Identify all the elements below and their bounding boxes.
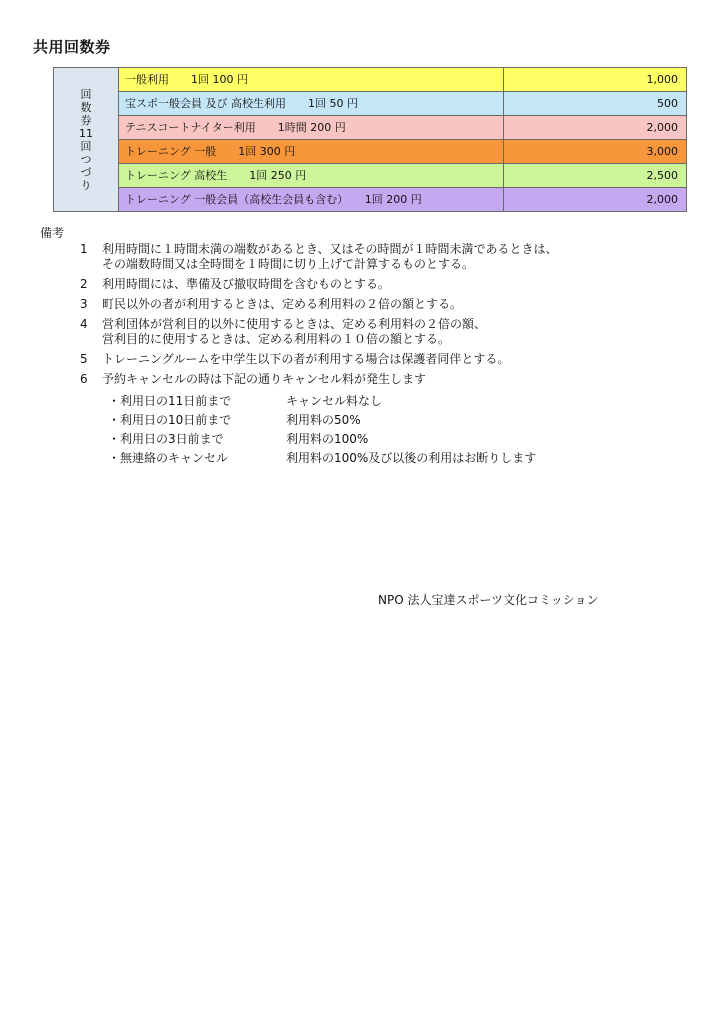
cancellation-timing: ・無連絡のキャンセル (108, 451, 229, 465)
note-text: 利用時間には、準備及び撤収時間を含むものとする。 (102, 277, 391, 291)
ticket-price: 3,000 (504, 140, 687, 164)
side-label: 回数券11回つづり (79, 87, 93, 192)
cancellation-row (108, 411, 680, 430)
note-text: その端数時間又は全時間を１時間に切り上げて計算するものとする。 (102, 257, 475, 271)
note-number: 1 (80, 242, 88, 256)
ticket-item: 一般利用 1回 100 円 (119, 68, 504, 92)
organization-name: NPO 法人宝達スポーツ文化コミッション (378, 593, 599, 607)
side-label-cell (54, 68, 119, 212)
note-text: 町民以外の者が利用するときは、定める利用料の２倍の額とする。 (102, 297, 463, 311)
cancellation-timing: ・利用日の11日前まで (108, 394, 232, 408)
note-item (80, 317, 680, 347)
note-item (80, 297, 680, 312)
ticket-item: 宝スポ一般会員 及び 高校生利用 1回 50 円 (119, 92, 504, 116)
table-row (54, 116, 687, 140)
note-text: 利用時間に１時間未満の端数があるとき、又はその時間が１時間未満であるときは、 (102, 242, 558, 256)
note-item (80, 242, 680, 272)
ticket-price: 2,000 (504, 188, 687, 212)
note-number: 4 (80, 317, 88, 331)
notes-heading: 備考 (40, 226, 65, 240)
ticket-price: 2,500 (504, 164, 687, 188)
table-row (54, 92, 687, 116)
ticket-price: 2,000 (504, 116, 687, 140)
cancellation-timing: ・利用日の3日前まで (108, 432, 224, 446)
table-row (54, 68, 687, 92)
ticket-price: 500 (504, 92, 687, 116)
note-number: 2 (80, 277, 88, 291)
cancellation-list (108, 392, 680, 468)
cancellation-fee: キャンセル料なし (286, 394, 383, 408)
cancellation-row (108, 392, 680, 411)
table-row (54, 164, 687, 188)
cancellation-row (108, 430, 680, 449)
cancellation-timing: ・利用日の10日前まで (108, 413, 232, 427)
note-item (80, 352, 680, 367)
page-title: 共用回数券 (33, 38, 111, 56)
note-text: 営利目的に使用するときは、定める利用料の１０倍の額とする。 (102, 332, 451, 346)
note-text: 予約キャンセルの時は下記の通りキャンセル料が発生します (102, 372, 427, 386)
note-text: トレーニングルームを中学生以下の者が利用する場合は保護者同伴とする。 (102, 352, 510, 366)
ticket-item: トレーニング 一般会員（高校生会員も含む） 1回 200 円 (119, 188, 504, 212)
notes-list (80, 242, 680, 468)
table-row (54, 140, 687, 164)
cancellation-fee: 利用料の50% (286, 413, 361, 427)
ticket-price-table (53, 67, 687, 212)
note-item (80, 372, 680, 387)
ticket-item: トレーニング 高校生 1回 250 円 (119, 164, 504, 188)
table-row (54, 188, 687, 212)
note-number: 6 (80, 372, 88, 386)
note-number: 5 (80, 352, 88, 366)
note-item (80, 277, 680, 292)
ticket-item: トレーニング 一般 1回 300 円 (119, 140, 504, 164)
cancellation-fee: 利用料の100% (286, 432, 369, 446)
note-text: 営利団体が営利目的以外に使用するときは、定める利用料の２倍の額、 (102, 317, 487, 331)
ticket-item: テニスコートナイター利用 1時間 200 円 (119, 116, 504, 140)
note-number: 3 (80, 297, 88, 311)
ticket-price: 1,000 (504, 68, 687, 92)
cancellation-fee: 利用料の100%及び以後の利用はお断りします (286, 451, 537, 465)
cancellation-row (108, 449, 680, 468)
